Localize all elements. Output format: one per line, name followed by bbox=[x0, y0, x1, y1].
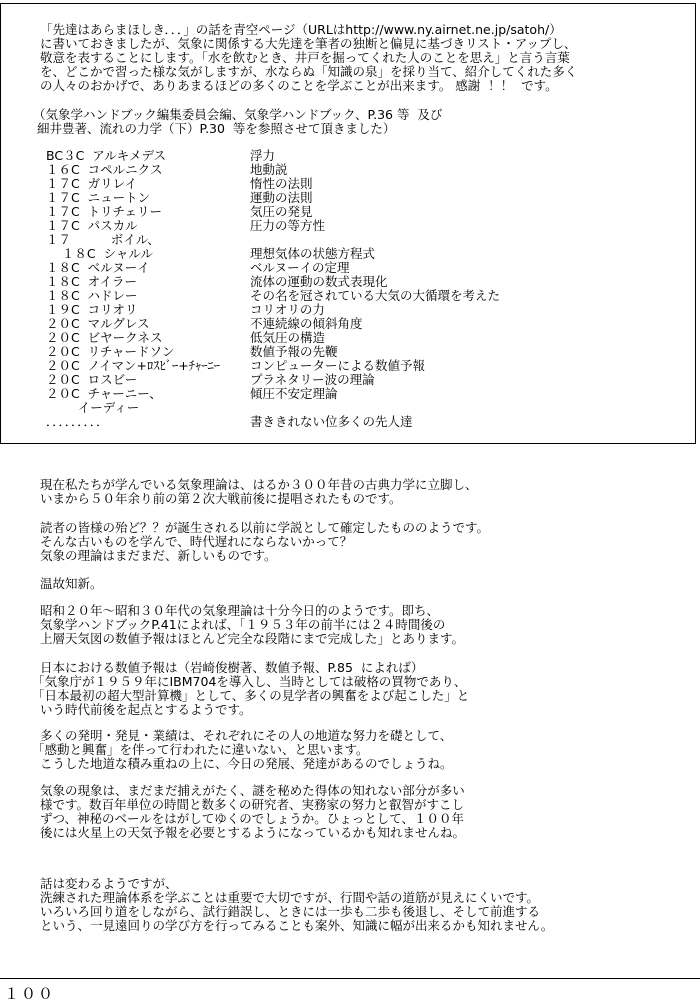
footer-divider bbox=[0, 978, 700, 979]
body-paragraph bbox=[32, 604, 464, 646]
pioneer-work: 理想気体の状態方程式 bbox=[250, 246, 376, 261]
body-paragraph bbox=[32, 478, 477, 506]
pioneer-work: 低気圧の構造 bbox=[250, 330, 326, 345]
pioneer-work: 書ききれない位多くの先人達 bbox=[250, 414, 413, 429]
pioneer-work: 不連続線の傾斜角度 bbox=[250, 316, 363, 331]
pioneer-work: 傾圧不安定理論 bbox=[250, 386, 338, 401]
body-line: 昭和２０年～昭和３０年代の気象理論は十分今日的のようです。即ち、 bbox=[32, 603, 439, 618]
pioneer-work: コリオリの力 bbox=[250, 302, 325, 317]
pioneer-work: 数値予報の先鞭 bbox=[250, 344, 338, 359]
body-line: 気象の現象は、まだまだ捕えがたく、謎を秘めた得体の知れない部分が多い bbox=[32, 783, 465, 798]
pioneer-work: その名を冠されている大気の大循環を考えた bbox=[250, 288, 501, 303]
body-line: 話は変わるようですが、 bbox=[32, 876, 178, 891]
pioneer-era-name: １８C オイラー bbox=[46, 274, 138, 289]
intro-line: 「先達はあらまほしき．．．」の話を青空ページ（URLはhttp://www.ny.airnet.ne.jp/satoh/） bbox=[40, 22, 562, 37]
pioneer-work: プラネタリー波の理論 bbox=[250, 372, 375, 387]
pioneer-era-name: BC３C アルキメデス bbox=[46, 148, 167, 163]
intro-line: の人々のおかげで、ありあまるほどの多くのことを学ぶことが出来ます。 感謝 ！！ です。 bbox=[40, 78, 558, 93]
pioneer-era-name: １９C コリオリ bbox=[46, 302, 138, 317]
pioneer-era-name: １８C シャルル bbox=[46, 246, 154, 261]
pioneer-era-name: イーディー bbox=[46, 400, 140, 415]
pioneer-era-name: ２０C マルグレス bbox=[46, 316, 150, 331]
body-line: 洗練された理論体系を学ぶことは重要で大切ですが、行間や話の道筋が見えにくいです。 bbox=[32, 890, 539, 905]
pioneer-era-name: １８C ベルヌーイ bbox=[46, 260, 150, 275]
pioneer-work: 圧力の等方性 bbox=[250, 218, 326, 233]
pioneer-era-name: １７C トリチェリー bbox=[46, 204, 163, 219]
body-line: 様です。数百年単位の時間と数多くの研究者、実務家の努力と叡智がすこし bbox=[32, 797, 464, 812]
body-line: 気象学ハンドブックP.41によれば、「１９５３年の前半には２４時間後の bbox=[32, 617, 446, 632]
pioneer-era-name: １７C ニュートン bbox=[46, 190, 151, 205]
pioneer-era-name: ．．．．．．．．． bbox=[46, 414, 109, 429]
body-line: こうした地道な積み重ねの上に、今日の発展、発達があるのでしょうね。 bbox=[32, 756, 453, 771]
pioneer-work: 惰性の法則 bbox=[250, 176, 313, 191]
body-line: いまから５０年余り前の第２次大戦前後に提唱されたものです。 bbox=[32, 491, 402, 506]
body-paragraph bbox=[32, 877, 553, 933]
body-line: 「日本最初の超大型計算機」として、多くの見学者の興奮をよび起こした」と bbox=[32, 688, 470, 703]
body-line: いろいろ回り道をしながら、試行錯誤し、ときには一歩も二歩も後退し、そして前進する bbox=[32, 904, 540, 919]
pioneer-work: コンピューターによる数値予報 bbox=[250, 358, 426, 373]
pioneer-era-name: １７ ボイル、 bbox=[46, 232, 160, 247]
pioneer-work: ベルヌーイの定理 bbox=[250, 260, 350, 275]
body-line: そんな古いものを学んで、時代遅れにならないかって？ bbox=[32, 534, 353, 549]
pioneer-work: 運動の法則 bbox=[250, 190, 313, 205]
pioneer-era-name: １８C ハドレー bbox=[46, 288, 138, 303]
body-line: 読者の皆様の殆ど？？が誕生される以前に学説として確定したもののようです。 bbox=[32, 520, 489, 535]
body-line: という、一見遠回りの学び方を行ってみることも案外、知識に幅が出来るかも知れません。 bbox=[32, 918, 554, 933]
body-line: ずつ、神秘のベールをはがしてゆくのでしょうか。ひょっとして、１００年 bbox=[32, 811, 464, 826]
reference-line: （気象学ハンドブック編集委員会編、気象学ハンドブック、P.36 等 及び bbox=[33, 107, 443, 122]
body-paragraph bbox=[32, 784, 465, 840]
pioneer-era-name: ２０C リチャードソン bbox=[46, 344, 175, 359]
body-line: 上層天気図の数値予報はほとんど完全な段階にまで完成した」とあります。 bbox=[32, 631, 464, 646]
body-line: 「感動と興奮」を伴って行われたに違いない、と思います。 bbox=[32, 742, 369, 757]
pioneer-era-name: １６C コペルニクス bbox=[46, 162, 163, 177]
intro-line: を、どこかで習った様な気がしますが、水ならぬ「知識の泉」を採り当て、紹介してくれた多く bbox=[40, 64, 578, 79]
body-line: いう時代前後を起点とするようです。 bbox=[32, 702, 252, 717]
intro-line: に書いておきましたが、気象に関係する大先達を筆者の独断と偏見に基づきリスト・アップし、 bbox=[40, 36, 577, 51]
pioneer-era-name: ２０C ロスビー bbox=[46, 372, 138, 387]
pioneer-work: 浮力 bbox=[250, 148, 276, 163]
body-paragraph bbox=[32, 521, 489, 563]
body-paragraph bbox=[32, 577, 102, 591]
body-line: 日本における数値予報は（岩崎俊樹著、数値予報、P.85 によれば） bbox=[32, 660, 424, 675]
pioneer-work: 流体の運動の数式表現化 bbox=[250, 274, 388, 289]
intro-line: 敬意を表することにします。「水を飲むとき、井戸を掘ってくれた人のことを思え」と言う言葉 bbox=[40, 50, 570, 65]
page-number: １００ bbox=[4, 985, 56, 1003]
body-line: 後には火星上の天気予報を必要とするようになっているかも知れませんね。 bbox=[32, 825, 465, 840]
intro-paragraph bbox=[40, 23, 577, 93]
reference-line: 細井豊著、流れの力学（下）P.30 等を参照させて頂きました） bbox=[33, 121, 396, 136]
body-line: 多くの発明・発見・業績は、それぞれにその人の地道な努力を礎として、 bbox=[32, 728, 453, 743]
body-line: 気象の理論はまだまだ、新しいものです。 bbox=[32, 548, 277, 563]
pioneer-era-name: ２０C ビヤークネス bbox=[46, 330, 163, 345]
pioneer-era-name: ２０C ノイマン+ﾛｽﾋﾞｰ+ﾁｬｰﾆｰ bbox=[46, 358, 220, 373]
reference-note bbox=[33, 108, 442, 136]
pioneer-work: 気圧の発見 bbox=[250, 204, 313, 219]
pioneer-era-name: １７C パスカル bbox=[46, 218, 138, 233]
body-paragraph bbox=[32, 661, 469, 717]
pioneer-work: 地動説 bbox=[250, 162, 288, 177]
pioneer-era-name: １７C ガリレイ bbox=[46, 176, 138, 191]
pioneer-era-name: ２０C チャーニー、 bbox=[46, 386, 162, 401]
body-line: 「気象庁が１９５９年にIBM704を導入し、当時としては破格の買物であり、 bbox=[32, 674, 467, 689]
body-line: 現在私たちが学んでいる気象理論は、はるか３００年昔の古典力学に立脚し、 bbox=[32, 477, 478, 492]
body-line: 温故知新。 bbox=[32, 576, 103, 591]
body-paragraph bbox=[32, 729, 452, 771]
